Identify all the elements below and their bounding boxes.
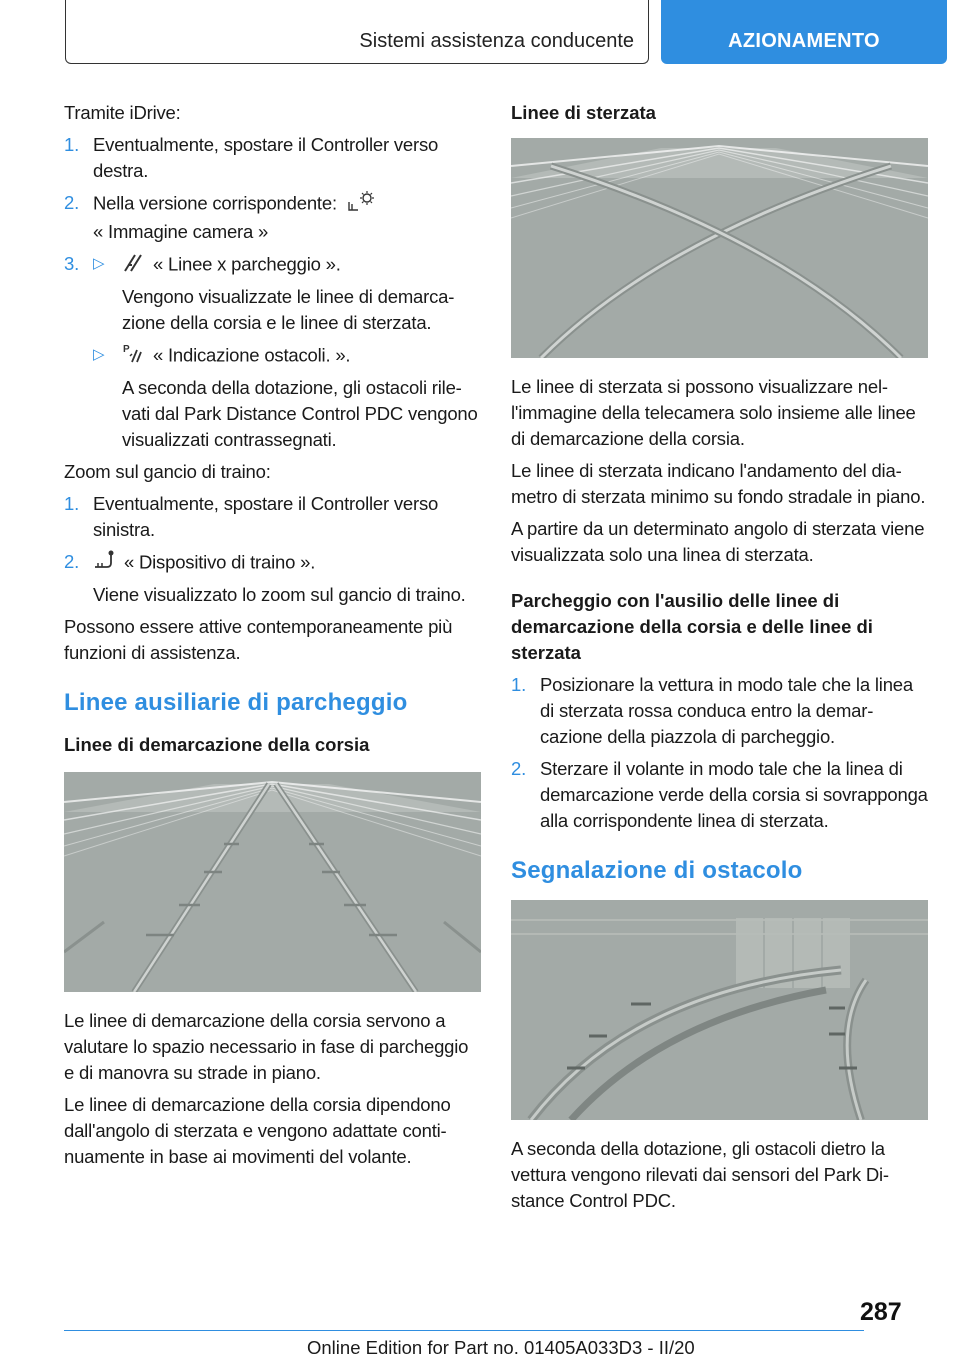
lane-lines-illustration xyxy=(64,772,481,992)
list-item xyxy=(64,549,482,608)
step-text: Nella versione corrispondente: xyxy=(93,192,337,214)
subheading-steering-lines: Linee di sterzata xyxy=(511,102,656,123)
left-column xyxy=(64,100,482,1176)
step-number: 2. xyxy=(64,192,80,213)
idrive-intro: Tramite iDrive: xyxy=(64,102,181,123)
parking-steps xyxy=(511,672,929,834)
camera-settings-icon xyxy=(346,190,376,219)
step-number: 2. xyxy=(64,551,80,572)
step-text: Eventualmente, spostare il Controller verso sinistra. xyxy=(93,493,439,540)
header-section-tab xyxy=(65,0,649,64)
obstacle-indicator-icon xyxy=(122,342,144,371)
step-number: 1. xyxy=(511,674,527,695)
tow-hitch-icon xyxy=(93,549,115,578)
zoom-steps xyxy=(64,491,482,608)
step-number: 1. xyxy=(64,493,80,514)
obstacle-illustration xyxy=(511,900,928,1120)
step-number: 1. xyxy=(64,134,80,155)
section-title: Sistemi assistenza conducente xyxy=(359,30,634,52)
list-item xyxy=(64,251,482,453)
section-heading-obstacle: Segnalazione di ostacolo xyxy=(511,857,803,884)
step-text: « Immagine camera » xyxy=(93,221,269,242)
page-number: 287 xyxy=(860,1298,902,1326)
footer-edition: Online Edition for Part no. 01405A033D3 - II/20 xyxy=(307,1337,695,1358)
steering-lines-illustration xyxy=(511,138,928,358)
obstacle-para: A seconda della dotazione, gli ostacoli dietro la vettura vengono rilevati dai sensori del Park Distance Control PDC. xyxy=(511,1138,890,1211)
option-note: A seconda della dotazione, gli ostacoli rilevati dal Park Distance Control PDC vengono visualizzati contrassegnati. xyxy=(122,377,478,450)
header-chapter-tab xyxy=(661,0,947,64)
section-heading-parking-lines: Linee ausiliarie di parcheggio xyxy=(64,689,408,716)
step-number: 3. xyxy=(64,253,80,274)
steering-lines-para-3: A partire da un determinato angolo di sterzata viene visualizzata solo una linea di sterzata. xyxy=(511,518,925,565)
list-item xyxy=(64,190,482,245)
option-label: « Linee x parcheggio ». xyxy=(152,253,341,275)
option-label: « Indicazione ostacoli. ». xyxy=(152,344,351,366)
triangle-bullet-icon: ▷ xyxy=(93,255,105,272)
list-item xyxy=(64,491,482,543)
triangle-bullet-icon: ▷ xyxy=(93,346,105,363)
subheading-parking-with-lines: Parcheggio con l'ausilio delle linee di demarcazione della corsia e delle linee di sterzata xyxy=(511,590,873,663)
footer-rule xyxy=(64,1330,864,1331)
option-note: Viene visualizzato lo zoom sul gancio di traino. xyxy=(93,584,466,605)
chapter-title: AZIONAMENTO xyxy=(728,30,880,52)
list-item xyxy=(64,132,482,184)
step-text: Sterzare il volante in modo tale che la linea di demarcazione verde della corsia si sovrapponga alla corrispondente linea di sterzata. xyxy=(540,758,928,831)
lane-lines-para-1: Le linee di demarcazione della corsia servono a valutare lo spazio necessario in fase di parcheggio e di manovra su strade in piano. xyxy=(64,1010,469,1083)
multi-function-note: Possono essere attive contemporaneamente più funzioni di assistenza. xyxy=(64,616,453,663)
idrive-steps xyxy=(64,132,482,453)
steering-lines-para-1: Le linee di sterzata si possono visualizzare nell'immagine della telecamera solo insieme alle linee di demarcazione della corsia. xyxy=(511,376,916,449)
step-text: Posizionare la vettura in modo tale che la linea di sterzata rossa conduca entro la demarcazione della piazzola di parcheggio. xyxy=(540,674,913,747)
option-label: « Dispositivo di traino ». xyxy=(123,551,316,573)
steering-lines-para-2: Le linee di sterzata indicano l'andamento del diametro di sterzata minimo su fondo stradale in piano. xyxy=(511,460,926,507)
parking-lines-icon xyxy=(122,251,144,280)
lane-lines-para-2: Le linee di demarcazione della corsia dipendono dall'angolo di sterzata e vengono adattate continuamente in base ai movimenti del volante. xyxy=(64,1094,451,1167)
subheading-lane-lines: Linee di demarcazione della corsia xyxy=(64,734,370,755)
right-column xyxy=(511,100,929,1220)
list-item xyxy=(511,756,929,834)
step-number: 2. xyxy=(511,758,527,779)
step-text: Eventualmente, spostare il Controller verso destra. xyxy=(93,134,439,181)
svg-text:P: P xyxy=(123,344,130,355)
option-note: Vengono visualizzate le linee di demarcazione della corsia e le linee di sterzata. xyxy=(122,286,455,333)
zoom-intro: Zoom sul gancio di traino: xyxy=(64,461,271,482)
list-item xyxy=(511,672,929,750)
